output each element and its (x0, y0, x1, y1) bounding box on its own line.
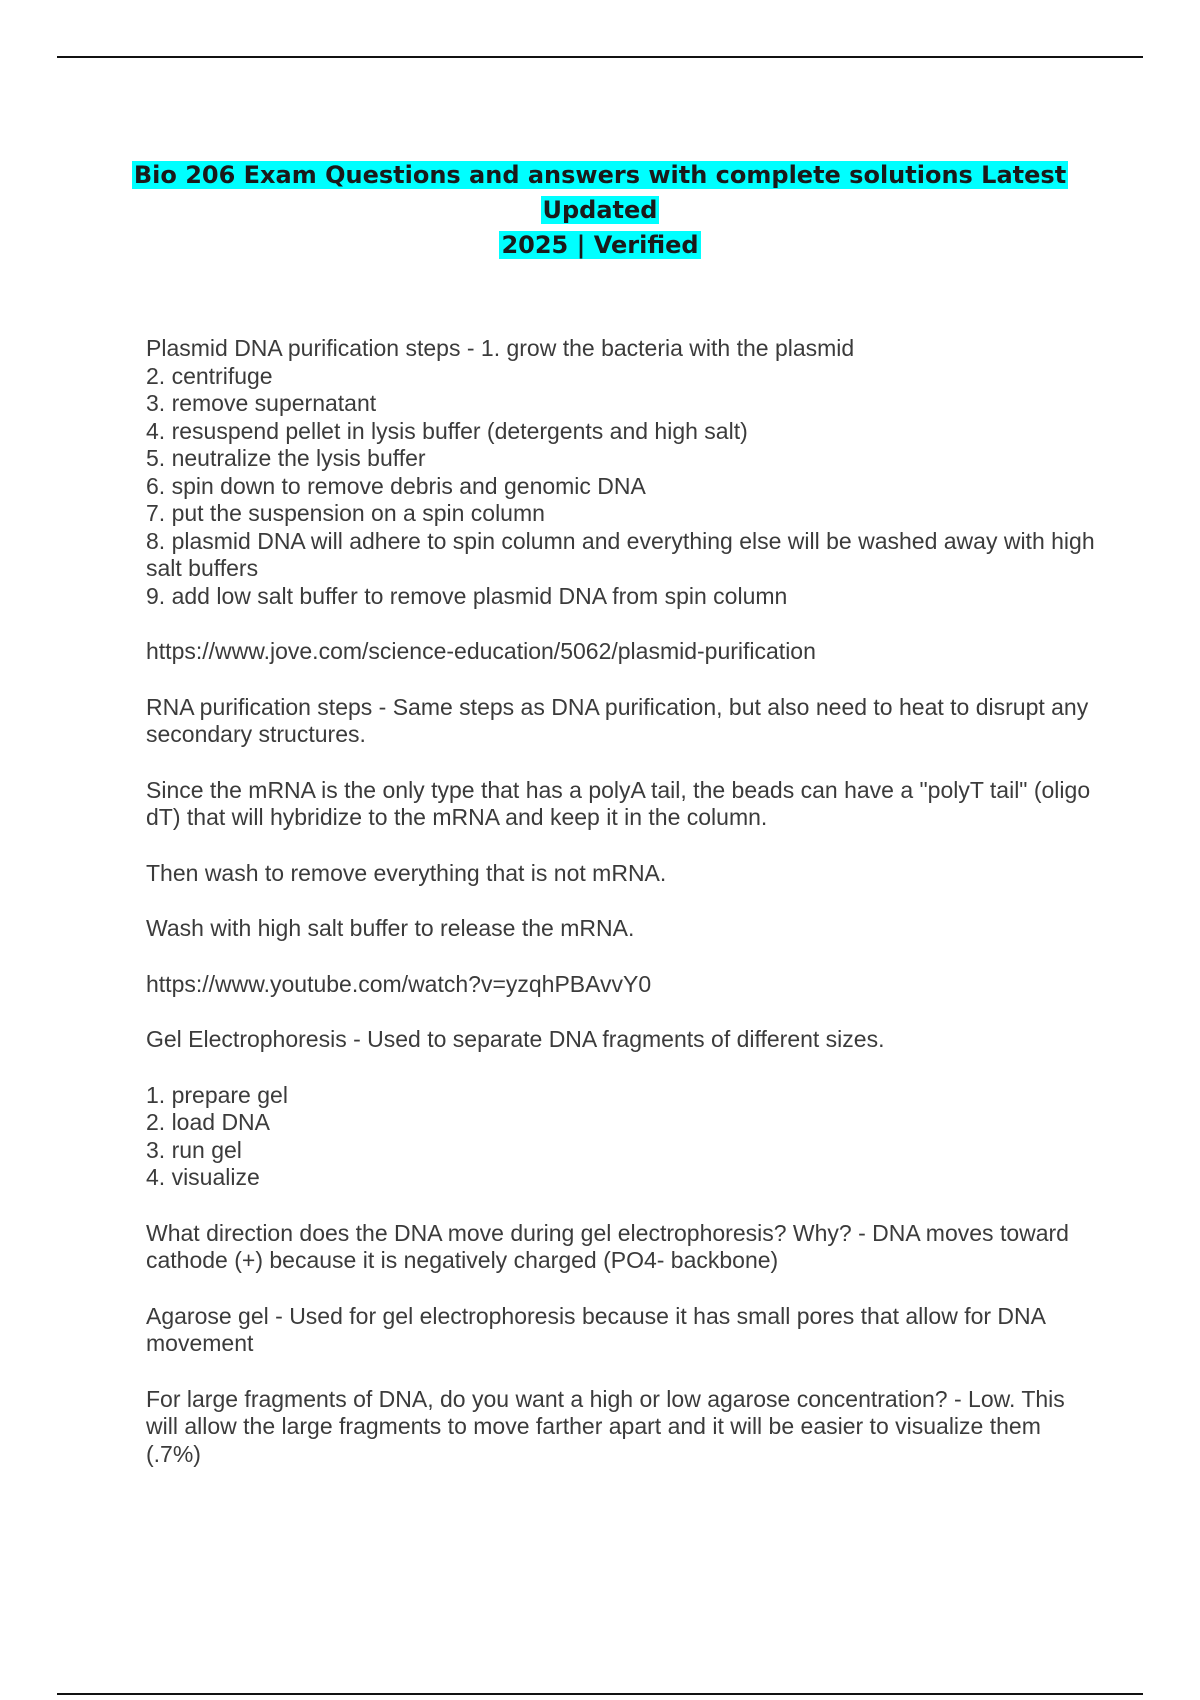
gel-electrophoresis-answer: Gel Electrophoresis - Used to separate DNA fragments of different sizes. (146, 1026, 885, 1052)
footer-rule (57, 1693, 1143, 1695)
rna-release-paragraph: Wash with high salt buffer to release the mRNA. (146, 915, 635, 941)
rna-purification-answer: RNA purification steps - Same steps as DNA purification, but also need to heat to disrupt any secondary structures. (146, 693, 1089, 747)
plasmid-step: 6. spin down to remove debris and genomic DNA (146, 472, 646, 499)
plasmid-lead: Plasmid DNA purification steps - 1. grow the bacteria with the plasmid (146, 335, 855, 361)
plasmid-purification-answer (146, 335, 1096, 610)
rna-polyt-paragraph: Since the mRNA is the only type that has a polyA tail, the beads can have a "polyT tail" (oligo dT) that will hybridize to the mRNA and keep it in the column. (146, 776, 1091, 830)
gel-steps-list (146, 1082, 1096, 1192)
header-rule (57, 56, 1143, 58)
document-body (146, 335, 1096, 1496)
plasmid-reference-link[interactable]: https://www.jove.com/science-education/5062/plasmid-purification (146, 638, 816, 664)
gel-step: 2. load DNA (146, 1109, 271, 1135)
rna-reference-link[interactable]: https://www.youtube.com/watch?v=yzqhPBAvvY0 (146, 970, 652, 997)
plasmid-step: 5. neutralize the lysis buffer (146, 445, 426, 471)
plasmid-step: 9. add low salt buffer to remove plasmid DNA from spin column (146, 582, 788, 609)
document-title (100, 158, 1100, 263)
gel-step: 4. visualize (146, 1164, 260, 1190)
agarose-gel-answer: Agarose gel - Used for gel electrophoresis because it has small pores that allow for DNA movement (146, 1302, 1045, 1356)
title-line-2: 2025 | Verified (501, 231, 699, 259)
plasmid-step: 7. put the suspension on a spin column (146, 500, 545, 526)
gel-step: 1. prepare gel (146, 1081, 288, 1108)
gel-step: 3. run gel (146, 1136, 242, 1163)
agarose-concentration-answer: For large fragments of DNA, do you want a high or low agarose concentration? - Low. This will allow the large fragments to move farther apart and it will be easier to visualize them (.7%) (146, 1385, 1065, 1467)
rna-wash-paragraph: Then wash to remove everything that is not mRNA. (146, 859, 667, 886)
plasmid-step: 3. remove supernatant (146, 390, 377, 416)
plasmid-step: 2. centrifuge (146, 362, 273, 389)
plasmid-step: 4. resuspend pellet in lysis buffer (detergents and high salt) (146, 417, 748, 444)
title-line-1: Bio 206 Exam Questions and answers with complete solutions Latest Updated (133, 161, 1067, 224)
plasmid-step: 8. plasmid DNA will adhere to spin column and everything else will be washed away with high salt buffers (146, 527, 1095, 581)
dna-direction-answer: What direction does the DNA move during gel electrophoresis? Why? - DNA moves toward cathode (+) because it is negatively charged (PO4- backbone) (146, 1219, 1069, 1273)
